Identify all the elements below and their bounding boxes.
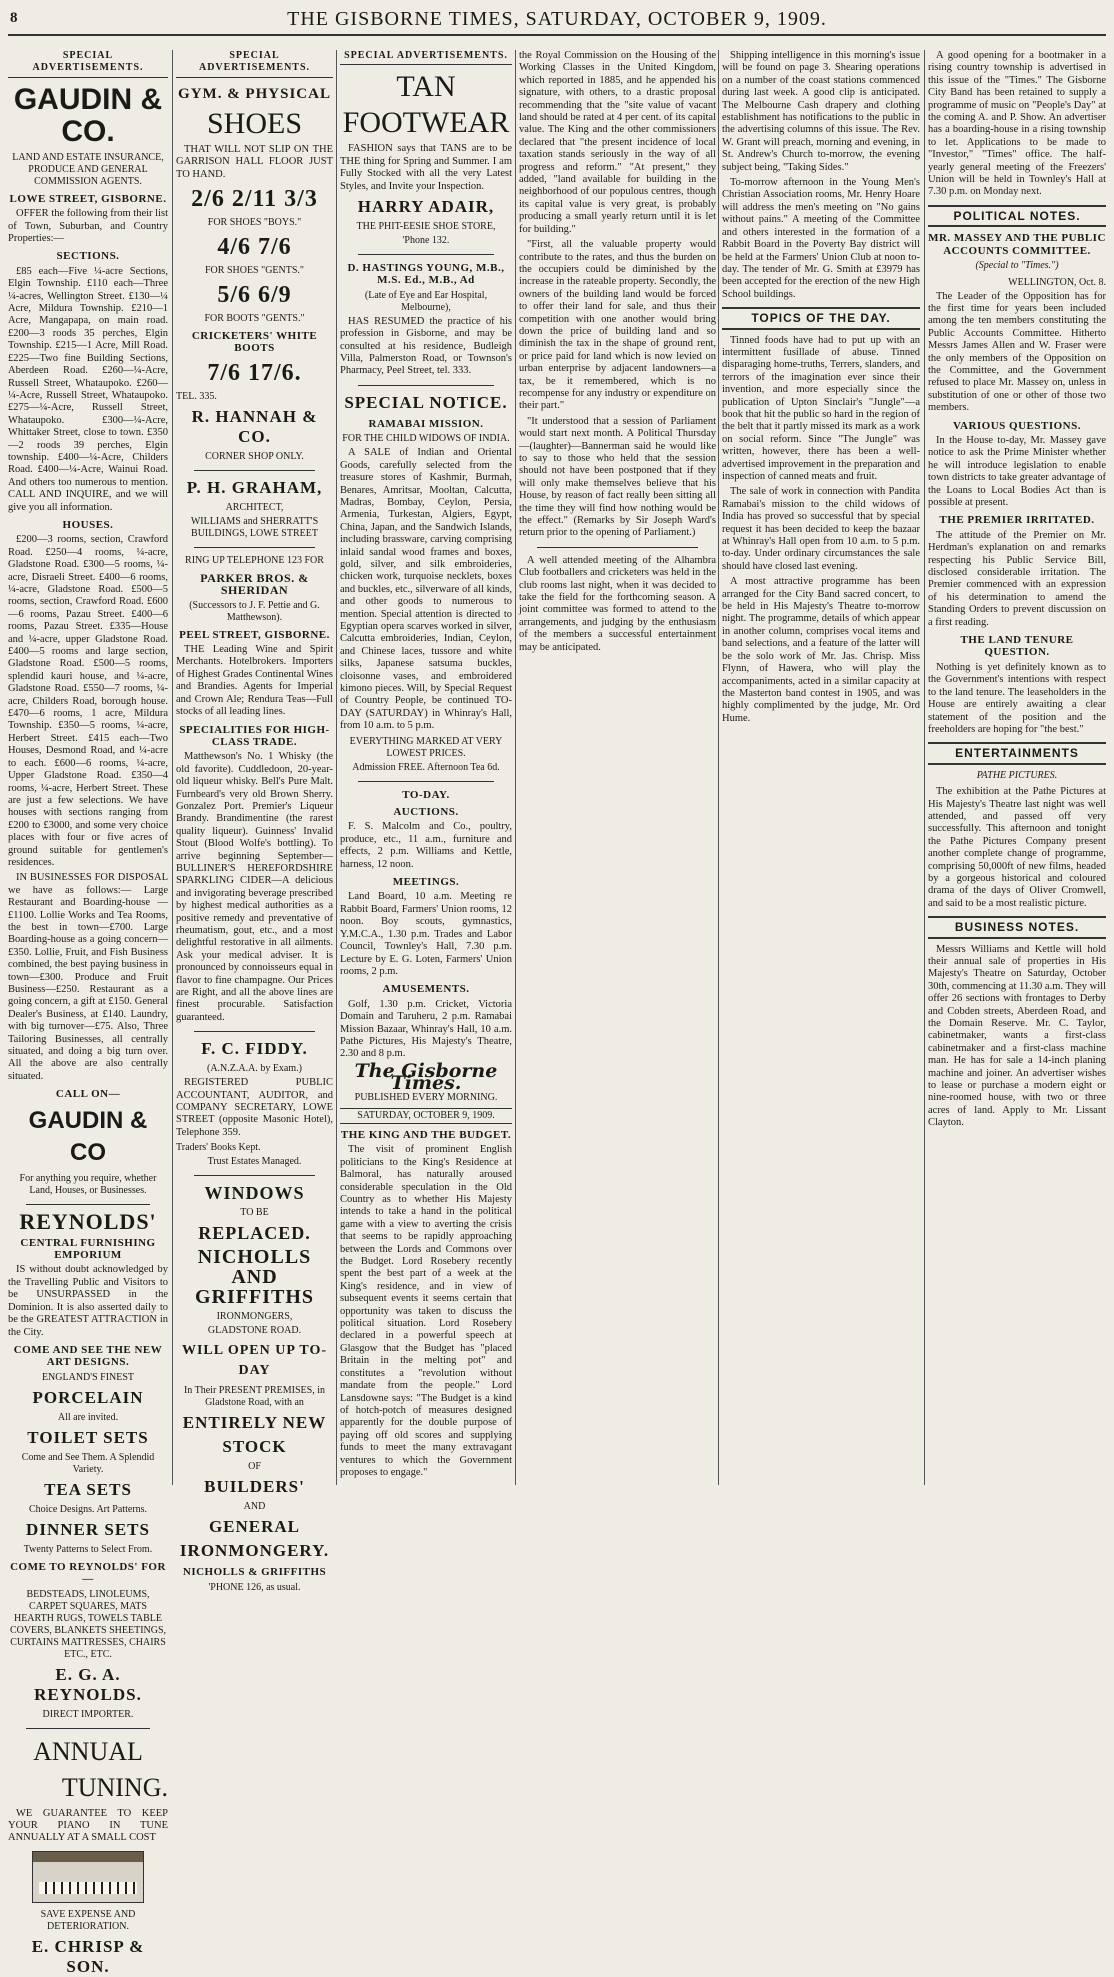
political-heading: POLITICAL NOTES. — [928, 205, 1106, 227]
column-rule — [515, 50, 516, 1485]
specialities: SPECIALITIES FOR HIGH-CLASS TRADE. — [179, 723, 330, 748]
fiddy-text: REGISTERED PUBLIC ACCOUNTANT, AUDITOR, and COMPANY SECRETARY, LOWE STREET (opposite Masonic Hotel), Telephone 359. — [176, 1077, 333, 1138]
cricketers-boots: CRICKETERS' WHITE BOOTS — [191, 330, 318, 355]
shoes-text: THAT WILL NOT SLIP ON THE GARRISON HALL FLOOR JUST TO HAND. — [176, 143, 333, 180]
entertainments-heading: ENTERTAINMENTS — [928, 742, 1106, 764]
article-text: "It understood that a session of Parliament would start next month. A Political Thursday—(laughter)—Bannerman said he would like to say to those who held that the session should not have been postponed that if they will only make themselves believe that his House, by reason of fact really been sitting all the time they will find how nothing would be the effect." (Remarks by Sir Joseph Ward's return prior to the opening of Parliament.) — [519, 415, 716, 539]
offer-text: OFFER the following from their list of Town, Suburban, and Country Properties:— — [8, 208, 168, 245]
page-title: THE GISBORNE TIMES, SATURDAY, OCTOBER 9, 1909. — [287, 8, 827, 30]
gaudin-title: GAUDIN & CO. — [13, 82, 163, 148]
houses-text: £200—3 rooms, section, Crawford Road. £250—4 rooms, ¼-acre, Gladstone Road. £300—5 rooms, ¼-acre, Disraeli Street. £400—6 rooms, ¼-acre, Gladstone Road. £500—5 rooms, section, Crawford Road. £600—6 rooms, Pazau Street. £400—6 rooms, Pazau Street. £335—House and ¼-acre, upper Gladstone Road. £400—5 rooms and large section, Gladstone Road. £500—5 rooms, splendid kauri house, and ¼-acre, Gladstone Road. £550—7 rooms, ¼-acre, Childers Road, borough house. £470—6 rooms, 1 acre, Mildura Township. £350—5 rooms, ¼-acre, Herbert Street. £415 each—Two Houses, Desmond Road, and ¼-acre to each. £600—6 rooms, ¼-acre, Upper Gladstone Road. £350—4 rooms, ¼-acre, Herbert Street. These are just a few selections. We have houses with sections ranging from £200 to £3000, and some very choice places with four or five acres of ground suitable for gentlemen's residences. — [8, 534, 168, 868]
porcelain: PORCELAIN — [32, 1387, 144, 1407]
price-gents-boots: 5/6 6/9 — [217, 282, 292, 309]
news-item: The sale of work in connection with Pandita Ramabai's mission to the child widows of India has proved so successful that by special request it has been decided to keep the bazaar at Whinray's Hall open from 10 a.m. to 5 p.m. to-day. Under ordinary circumstances the sale should have closed last evening. — [722, 486, 920, 572]
article-text: A well attended meeting of the Alhambra Club footballers and cricketers was held in the club rooms last night, when it was decided to take the field for the forthcoming season. A joint committee was formed to attend to the arrangements, and judging by the enthusiasm of the members a successful entertainment may be anticipated. — [519, 554, 716, 653]
column-3 — [340, 50, 512, 1485]
piano-illustration — [32, 1851, 144, 1903]
entirely-new: ENTIRELY NEW — [182, 1413, 327, 1433]
toilet-sets-sub: Come and See Them. A Splendid Variety. — [21, 1451, 155, 1475]
king-headline: THE KING AND THE BUDGET. — [340, 1128, 512, 1141]
dinner-sets-sub: Twenty Patterns to Select From. — [23, 1543, 153, 1555]
various-text: In the House to-day, Mr. Massey gave notice to ask the Prime Minister whether he will introduce legislation to enable town districts to take greater advantage of the Loans to Local Bodies Act than is possible at present. — [928, 434, 1106, 508]
divider — [358, 254, 494, 255]
sale-text: A SALE of Indian and Oriental Goods, carefully selected from the treasure stores of Kashmir, Burmah, Benares, Amritsar, Mooltan, Calcutta, Madras, Bombay, Ceylon, Persia, Armenia, Turkestan, Algiers, Egypt, China, Japan, and the Sandwich Islands, including brassware, carving comprising inlaid sandal wood frames and boxes, gold, silver, and silk embroideries, chicken work, turquoise necklets, boxes and buckles, etc., silverware of all kinds, and other goods to numerous to mention. Special attention is directed to Egyptian opera scarves worked in silver, Calcutta embroideries, Indian, Ceylon, and Chinese laces, tussore and white silks, Japanese satsuma buckles, cloisonne vases, and embroidered kimono pieces. Will, by Special Request of Country People, be continued TO-DAY (SATURDAY) in Whinray's Hall, from 10 a.m. to 5 p.m. — [340, 447, 512, 732]
all-invited: All are invited. — [57, 1411, 119, 1423]
tel: TEL. 335. — [176, 390, 217, 402]
trust-estates: Trust Estates Managed. — [207, 1156, 302, 1168]
nicholls-griffiths-footer: NICHOLLS & GRIFFITHS — [182, 1566, 327, 1579]
land-heading: THE LAND TENURE QUESTION. — [960, 634, 1074, 659]
column-header: SPECIAL ADVERTISEMENTS. — [340, 50, 512, 65]
divider — [537, 547, 698, 548]
in-their: In Their PRESENT PREMISES, in Gladstone Road, with an — [183, 1385, 326, 1409]
column-6 — [928, 50, 1106, 1485]
news-item: A good opening for a bootmaker in a rising country township is advertised in this issue of the "Times." The Gisborne City Band has been retained to supply a programme of music on "People's Day" at the coming A. and P. Show. An advertiser has a boarding-house in a rising township to let. Applications to be made to "Investor," "Times" office. The half-yearly general meeting of the Freezers' Union will be held in Townley's Hall at 7.30 p.m. on Monday next. — [928, 50, 1106, 198]
ramabai-mission: RAMABAI MISSION. — [368, 417, 484, 430]
nicholls-griffiths: NICHOLLS AND GRIFFITHS — [194, 1246, 315, 1309]
price-boys: 2/6 2/11 3/3 — [191, 186, 318, 213]
gaudin-title-2: GAUDIN & CO — [28, 1106, 148, 1166]
builders: BUILDERS' — [204, 1477, 305, 1497]
windows: WINDOWS — [204, 1183, 305, 1204]
parker-text: THE Leading Wine and Spirit Merchants. Hotelbrokers. Importers of Highest Grades Continental Wines and Brandies. Agents for Imperial and Crown Ale; Rendura Teas—Full stocks of all leading lines. — [176, 644, 333, 718]
business-heading: BUSINESS NOTES. — [928, 916, 1106, 938]
sections-heading: SECTIONS. — [56, 250, 120, 263]
special-notice: SPECIAL NOTICE. — [344, 392, 508, 412]
masthead-rule — [8, 34, 1106, 36]
masthead — [8, 2, 1106, 36]
successors: (Successors to J. F. Pettie and G. Matthewson). — [189, 599, 320, 623]
harry-store: THE PHIT-EESIE SHOE STORE, — [356, 221, 496, 233]
article-text: the Royal Commission on the Housing of the Working Classes in the United Kingdom, which reported in 1885, and he appended his signature, with others, to a drastic proposal recommending that the "site value of vacant land should be rated at 4 per cent. of its capital value. The King and the other commissioners declared that "the present incidence of local taxation stands seriously in the way of all progress and reform." "At present," they added, "land available for building in the neighborhood of our populous centres, though its capital value is very great, is probably producing a small yearly return until it is let for building." — [519, 50, 716, 235]
ring-up: RING UP TELEPHONE 123 FOR — [185, 554, 324, 566]
shoes-title: SHOES — [206, 106, 303, 140]
column-rule — [336, 50, 337, 1485]
for-gents-boots: FOR BOOTS "GENTS." — [204, 313, 305, 325]
gaudin-subtitle-2: For anything you require, whether Land, Houses, or Businesses. — [19, 1172, 157, 1196]
harry-adair: HARRY ADAIR, — [357, 197, 495, 217]
direct-importer: DIRECT IMPORTER. — [42, 1708, 134, 1720]
gladstone-road: GLADSTONE ROAD. — [207, 1325, 302, 1337]
column-rule — [718, 50, 719, 1485]
meetings: MEETINGS. — [392, 876, 460, 889]
marked: EVERYTHING MARKED AT VERY LOWEST PRICES. — [349, 735, 503, 759]
amusements-text: Golf, 1.30 p.m. Cricket, Victoria Domain and Taruheru, 2 p.m. Ramabai Mission Bazaar, Whinray's Hall, 10 a.m. Pathe Pictures, His Majesty's Theatre, 2.30 and 8 p.m. — [340, 998, 512, 1060]
traders-books: Traders' Books Kept. — [176, 1142, 261, 1154]
stock: STOCK — [222, 1437, 287, 1457]
wellington-dateline: WELLINGTON, Oct. 8. — [1008, 276, 1106, 288]
column-2 — [176, 50, 333, 1593]
article-text: "First, all the valuable property would contribute to the rates, and thus the burden on the occupiers could be diminished by the increase in the rateable property. Secondly, the owners of the building land would be forced to offer their land for sale, and thus their competition with one another would bring down the price of building land and so diminish the tax in the shape of ground rent, or price paid for land which is now levied on urban enterprise by adjacent landowners—a tax, be it remembered, which is no recompense for any industry or expenditure on their part." — [519, 239, 716, 412]
column-rule — [924, 50, 925, 1485]
column-5 — [722, 50, 920, 1485]
reynolds-come: COME AND SEE THE NEW ART DESIGNS. — [13, 1343, 163, 1369]
divider — [194, 1031, 315, 1032]
corner-shop: CORNER SHOP ONLY. — [205, 450, 304, 462]
premier-heading: THE PREMIER IRRITATED. — [939, 514, 1095, 527]
divider — [194, 1175, 315, 1176]
price-gents-shoes: 4/6 7/6 — [217, 234, 292, 261]
parker-bros: PARKER BROS. & SHERIDAN — [200, 570, 309, 598]
and: AND — [243, 1501, 266, 1513]
sections-text: £85 each—Five ¼-acre Sections, Elgin Township. £110 each—Three ¼-acres, Wellington Street. £130—¼ Acre, Mildura Township. £210—1 Acre, Mangapapa, on main road. £200—3 roods 35 perches, Elgin Township. £215—1 Acre, Mill Road. £225—Two fine Building Sections, Aberdeen Road. £260—¼-Acre, Russell Street, Whataupoko. £260—¼-Acre, Russell Street, Whataupoko. £275—¼-Acre, Russell Street, Whataupoko. £300—¼-Acre, Whittaker Street, close to town. £350—2 roods 39 perches, Elgin township. £400—¼-Acre, Childers Road. £400—¼-Acre, Wainui Road. And others too numerous to mention. CALL AND INQUIRE, and we will give you all information. — [8, 265, 168, 513]
published: PUBLISHED EVERY MORNING. — [354, 1091, 498, 1103]
premier-text: The attitude of the Premier on Mr. Herdman's explanation on and remarks respecting his Public Service Bill, disclosed considerable irritation. The Premier commenced with an expression of his determination to amend the Standing Orders to prevent discussion on a first reading. — [928, 529, 1106, 628]
divider — [358, 781, 494, 782]
divider — [194, 547, 315, 548]
massey-heading: MR. MASSEY AND THE PUBLIC ACCOUNTS COMMITTEE. — [928, 232, 1106, 257]
to-be: TO BE — [240, 1207, 269, 1219]
divider — [194, 470, 315, 471]
save-expense: SAVE EXPENSE AND DETERIORATION. — [40, 1908, 136, 1932]
business-text: Messrs Williams and Kettle will hold their annual sale of properties in His Majesty's Theatre on Saturday, October 30th, commencing at 11.30 a.m. They will offer 26 sections with frontages to Derby and Cobden streets, Aberdeen Road, and the Domain Reserve. Mr. C. Taylor, cabinetmaker, wants a first-class cabinetmaker and a first-class machine man. He has for sale a 14-inch planing machine and joiner. An advertiser wishes to lease or purchase a modern eight or nine-roomed house, with two or three acres of land. Apply to Mr. Lissant Clayton. — [928, 943, 1106, 1129]
page-number: 8 — [10, 10, 18, 26]
divider — [26, 1728, 150, 1729]
peel-street: PEEL STREET, GISBORNE. — [179, 628, 330, 641]
houses-heading: HOUSES. — [62, 518, 114, 531]
fiddy: F. C. FIDDY. — [201, 1039, 308, 1059]
general: GENERAL — [208, 1517, 301, 1537]
ega-reynolds: E. G. A. REYNOLDS. — [34, 1664, 142, 1704]
column-4 — [519, 50, 716, 1485]
edition-title: The Gisborne Times. — [354, 1059, 498, 1095]
fiddy-sub: (A.N.Z.A.A. by Exam.) — [207, 1063, 302, 1075]
column-header: SPECIAL ADVERTISEMENTS. — [176, 50, 333, 78]
graham-address: WILLIAMS and SHERRATT'S BUILDINGS, LOWE STREET — [190, 515, 319, 539]
gaudin-subtitle: LAND AND ESTATE INSURANCE, PRODUCE AND GENERAL COMMISSION AGENTS. — [12, 151, 164, 187]
hannah: R. HANNAH & CO. — [191, 406, 318, 446]
meetings-text: Land Board, 10 a.m. Meeting re Rabbit Board, Farmers' Union rooms, 12 noon. Boy scouts, gymnastics, Y.M.C.A., 1.30 p.m. Trades and Labor Council, Townley's Hall, 7.30 p.m. Lecture by E. G. Loten, Farmers' Union rooms, 2 p.m. — [340, 891, 512, 977]
goods-list: BEDSTEADS, LINOLEUMS, CARPET SQUARES, MATS HEARTH RUGS, TOWELS TABLE COVERS, BLANKETS SHEETINGS, CURTAINS MATTRESSES, CHAIRS ETC., ETC. — [9, 1588, 167, 1660]
will-open: WILL OPEN UP TO-DAY — [181, 1343, 327, 1379]
graham: P. H. GRAHAM, — [186, 477, 323, 497]
tea-sets-sub: Choice Designs. Art Patterns. — [28, 1503, 148, 1515]
news-item: Shipping intelligence in this morning's issue will be found on page 3. Shearing operations on a number of the coast stations commenced during last week. A good clip is anticipated. The Melbourne Cash drapery and clothing establishment has notifications to the public in the advertising columns of this issue. The Rev. W. Grant will preach, morning and evening, in St. Andrew's Church to-morrow, the evening subject being, "Taking Sides." — [722, 50, 920, 173]
auctions: AUCTIONS. — [393, 806, 459, 819]
chrisp: E. CHRISP & SON. — [31, 1936, 145, 1976]
specialities-text: Matthewson's No. 1 Whisky (the old favorite). Cuddledoon, 20-year-old liqueur whisky. Bell's Pure Malt. Furnbeard's very old Brown Sherry. Gonzalez Port. Premier's Liqueur Brandy. Brandimentine (the rarest quality liqueur). Guinness' Invalid Stout (Blood Wolfe's bottling). To arrive beginning September—BULLINER'S HEREFORDSHIRE SPARKLING CIDER—A delicious and invigorating beverage prescribed by highest medical authorities as a positive remedy and preventative of rheumatism, gout, etc., and a most delightful restorative in all ailments. Ask your medical adviser. It is pronounced by connoisseurs equal in flavor to fine champagne. Our Prices are Right, and all the above lines are finest procurable. Satisfaction guaranteed. — [176, 751, 333, 1023]
topics-heading: TOPICS OF THE DAY. — [722, 307, 920, 329]
special-to-times: (Special to "Times.") — [975, 260, 1059, 272]
column-1 — [8, 50, 168, 1976]
ironmongers: IRONMONGERS, — [216, 1311, 293, 1323]
tan-text: FASHION says that TANS are to be THE thing for Spring and Summer. I am Fully Stocked with all the very Latest Styles, and Invite your Inspection. — [340, 143, 512, 192]
entertainments-text: The exhibition at the Pathe Pictures at His Majesty's Theatre last night was well attended, and passed off very successfully. This afternoon and tonight the Pathe Pictures Company present another complete change of programme, comprising 50,000ft of new films, headed by a gorgeous historical and coloured drama of the days of Oliver Cromwell, and said to be a most realistic picture. — [928, 786, 1106, 909]
reynolds-english: ENGLAND'S FINEST — [41, 1371, 135, 1383]
ironmongery: IRONMONGERY. — [179, 1541, 330, 1561]
reynolds-title: REYNOLDS' — [19, 1208, 157, 1234]
column-header: SPECIAL ADVERTISEMENTS. — [8, 50, 168, 78]
divider — [358, 385, 494, 386]
land-text: Nothing is yet definitely known as to the Government's intentions with respect to the land tenure. The leaseholders in the House are entirely awaiting a clear statement of the position and the freeholders are hoping for "the best." — [928, 661, 1106, 735]
divider — [26, 1204, 150, 1205]
political-text: The Leader of the Opposition has for the first time for years been included among the ten members constituting the Public Accounts Committee. Hitherto Messrs James Allen and W. Fraser were the only members of the Opposition on the Committee, and the Government refused to place Mr. Massey on, unless in substitution of one or other of those two members. — [928, 290, 1106, 414]
hastings-young: D. HASTINGS YOUNG, M.B., M.S. Ed., M.B., Ad — [347, 262, 505, 287]
various-heading: VARIOUS QUESTIONS. — [952, 419, 1081, 432]
toilet-sets: TOILET SETS — [27, 1427, 149, 1447]
news-item: To-morrow afternoon in the Young Men's Christian Association rooms, Mr. Henry Hoare will address the men's meeting on "No gains without pains." A meeting of the Committee and others interested in the formation of a Rabbit Board in the Poverty Bay district will be held at the Farmers' Union Club at noon to-day. The tender of Mr. G. Smith at £3979 has been accepted for the erection of the new High School buildings. — [722, 177, 920, 300]
auctions-text: F. S. Malcolm and Co., poultry, produce, etc., 11 a.m., furniture and effects, 2 p.m. Williams and Kettle, harness, 12 noon. — [340, 821, 512, 870]
pathe-heading: PATHE PICTURES. — [976, 769, 1058, 781]
today: TO-DAY. — [402, 788, 450, 801]
dinner-sets: DINNER SETS — [26, 1519, 150, 1539]
tuning-text: WE GUARANTEE TO KEEP YOUR PIANO IN TUNE ANNUALLY AT A SMALL COST — [8, 1807, 168, 1844]
gaudin-address: LOWE STREET, GISBORNE. — [9, 192, 167, 205]
column-rule — [172, 50, 173, 1485]
amusements: AMUSEMENTS. — [382, 983, 470, 996]
for-boys: FOR SHOES "BOYS." — [207, 217, 302, 229]
for-gents-shoes: FOR SHOES "GENTS." — [204, 265, 304, 277]
architect: ARCHITECT, — [225, 501, 284, 513]
edition-date: SATURDAY, OCTOBER 9, 1909. — [340, 1108, 512, 1124]
admission: Admission FREE. Afternoon Tea 6d. — [352, 761, 500, 773]
news-item: A most attractive programme has been arranged for the City Band sacred concert, to be held in His Majesty's Theatre to-morrow night. The programme, details of which appear in another column, comprises vocal items and band selections, and a feature of the latter will be the solo work of Mr. Jas. Chrisp. Miss Flynn, of Hawera, who will play the accompaniments, acted in a similar capacity at the Masterton band contest in 1905, and was highly complimented by the judge, Mr. Ord Hume. — [722, 576, 920, 724]
price-cricket: 7/6 17/6. — [207, 359, 302, 386]
reynolds-subtitle: CENTRAL FURNISHING EMPORIUM — [20, 1236, 156, 1262]
tea-sets: TEA SETS — [44, 1479, 132, 1499]
harry-phone: 'Phone 132. — [402, 235, 450, 247]
hastings-text: HAS RESUMED the practice of his profession in Gisborne, and may be consulted at his residence, Budleigh Villa, Palmerston Road, or Townson's Pharmacy, Peel Street, tel. 333. — [340, 315, 512, 377]
annual: ANNUAL — [33, 1736, 143, 1766]
reynolds-text: IS without doubt acknowledged by the Travelling Public and Visitors to be UNSURPASSED in the Dominion. It is also asserted daily to be the GREATEST ATTRACTION in the City. — [8, 1264, 168, 1338]
come-to: COME TO REYNOLDS' FOR— — [10, 1560, 166, 1586]
king-text: The visit of prominent English politicians to the King's Residence at Balmoral, has naturally aroused considerable speculation in the Old Country as to whether His Majesty intends to take a hand in the political game with a view to averting the crisis that seems to be rapidly approaching between the Lords and Commons over the Budget. Lord Rosebery recently spent the best part of a week at the King's residence, and in view of subsequent events it seems certain that opportunity was taken to discuss the political situation. Lord Rosebery declared in a powerful speech at Glasgow that the Budget has "placed Britain in the melting pot" and constitutes a "revolution without mandate from the people." Lord Lansdowne says: "The Budget is a kind of hotch-potch of measures designed apparently for the double purpose of paying off old scores and supplying funds to meet the many extravagant ventures to which the Government proposes to engage." — [340, 1144, 512, 1478]
business-text: IN BUSINESSES FOR DISPOSAL we have as follows:— Large Restaurant and Boarding-house —£1100. Lollie Works and Tea Rooms, the best in town—£700. Large Boarding-house as a going concern—£350. Lollie, Fruit, and Fish Business combined, the best paying business in town—£300. Produce and Fruit Business—£250. Restaurant as a going concern, a gift at £150. General Dealer's Business, at £140. Laundry, with big turnover—£75. Also, Three Tailoring Businesses, all centrally situated, and doing a big turn over. All the above are also centrally situated. — [8, 872, 168, 1082]
gym-title: GYM. & PHYSICAL — [178, 85, 331, 102]
hastings-sub: (Late of Eye and Ear Hospital, Melbourne), — [364, 289, 488, 313]
child-widows: FOR THE CHILD WIDOWS OF INDIA. — [342, 433, 510, 445]
replaced: REPLACED. — [198, 1223, 311, 1244]
tuning: TUNING. — [61, 1772, 168, 1802]
call-on: CALL ON— — [55, 1088, 121, 1101]
footwear-title: FOOTWEAR — [342, 106, 510, 140]
phone: 'PHONE 126, as usual. — [208, 1581, 301, 1593]
news-item: Tinned foods have had to put up with an intermittent fusillade of abuse. Tinned disparaging home-truths, Terrers, slanders, and terrors of the imagination ever since their invention, and more especially since the publication of Upton Sinclair's "Jungle"—a book that hit the public so hard in the region of the belt that it partly missed its mark as a work on social reform. Since "The Jungle" was written, however, there has been a well-advertised improvement in the preparation and inspection of canned meats and fruit. — [722, 334, 920, 482]
of: OF — [248, 1461, 261, 1473]
tan-title: TAN — [396, 70, 456, 104]
